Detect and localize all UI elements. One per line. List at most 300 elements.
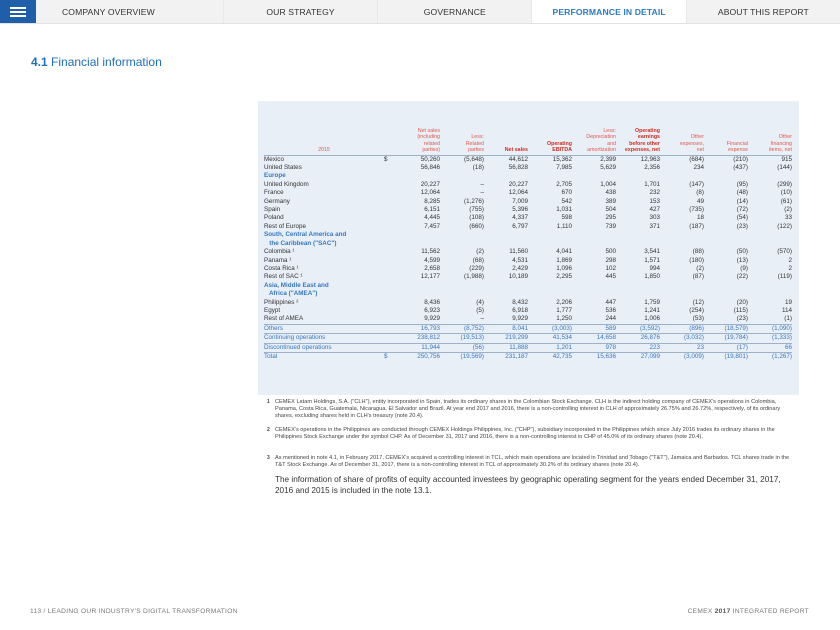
currency-cell: [384, 343, 396, 352]
value-cell: 232: [649, 189, 660, 197]
value-cell: [660, 172, 704, 180]
footnote-number: 2: [267, 427, 270, 433]
value-cell: (48): [736, 189, 748, 197]
value-cell: (95): [736, 180, 748, 188]
value-cell: 298: [605, 256, 616, 264]
footer-report-text: INTEGRATED REPORT: [732, 608, 809, 615]
value-cell: [704, 172, 748, 180]
value-cell: 20,227: [420, 180, 440, 188]
value-cell: [704, 231, 748, 239]
value-cell: [484, 282, 528, 290]
currency-cell: [384, 273, 396, 281]
menu-icon[interactable]: [0, 0, 36, 23]
value-cell: [748, 290, 792, 298]
value-cell: 500: [605, 248, 616, 256]
value-cell: 6,797: [512, 222, 528, 230]
table-row: [264, 198, 792, 206]
value-cell: 44,612: [508, 155, 528, 163]
value-cell: [704, 282, 748, 290]
column-header: Financial expense: [704, 128, 748, 155]
row-label: Rest of AMEA: [264, 315, 304, 323]
value-cell: (56): [440, 343, 484, 352]
value-cell: (119): [777, 273, 792, 281]
value-cell: (17): [704, 343, 748, 352]
value-cell: 8,432: [512, 298, 528, 306]
value-cell: [440, 231, 484, 239]
value-cell: (3,592): [616, 324, 660, 333]
footnote-number: 1: [267, 399, 270, 405]
value-cell: (19,801): [704, 352, 748, 361]
row-label: Germany: [264, 197, 290, 205]
row-label: Rest of Europe: [264, 222, 307, 230]
currency-cell: [384, 206, 396, 214]
value-cell: 427: [649, 206, 660, 214]
value-cell: [484, 290, 528, 298]
value-cell: 234: [693, 164, 704, 172]
value-cell: [484, 231, 528, 239]
value-cell: 8,041: [484, 324, 528, 333]
value-cell: 542: [561, 197, 572, 205]
currency-cell: [384, 257, 396, 265]
financial-table: [264, 128, 792, 361]
value-cell: 7,985: [556, 164, 572, 172]
value-cell: 12,177: [420, 273, 440, 281]
value-cell: (5,648): [464, 155, 484, 163]
table-row: [264, 206, 792, 214]
value-cell: 12,963: [640, 155, 660, 163]
value-cell: (22): [736, 273, 748, 281]
value-cell: (14): [736, 197, 748, 205]
value-cell: 1,571: [644, 256, 660, 264]
table-row: [264, 299, 792, 307]
row-label: Continuing operations: [264, 334, 384, 343]
value-cell: 994: [649, 264, 660, 272]
footer-report-label: [688, 608, 809, 615]
group-heading-row: [264, 282, 792, 290]
value-cell: 8,436: [424, 298, 440, 306]
value-cell: (122): [777, 222, 792, 230]
value-cell: (144): [777, 164, 792, 172]
tab-our-strategy[interactable]: OUR STRATEGY: [223, 0, 377, 23]
currency-cell: [384, 189, 396, 197]
value-cell: 153: [649, 197, 660, 205]
column-header: Net sales: [484, 128, 528, 155]
value-cell: (229): [469, 264, 484, 272]
value-cell: 50,260: [420, 155, 440, 163]
table-row: [264, 189, 792, 197]
value-cell: [660, 282, 704, 290]
value-cell: [528, 231, 572, 239]
value-cell: 536: [605, 306, 616, 314]
value-cell: [748, 240, 792, 248]
currency-cell: $: [384, 155, 388, 163]
value-cell: [528, 290, 572, 298]
value-cell: (896): [660, 324, 704, 333]
value-cell: (1): [784, 315, 792, 323]
row-label: Philippines ²: [264, 298, 299, 306]
value-cell: [572, 172, 616, 180]
value-cell: 303: [649, 214, 660, 222]
value-cell: 7,457: [424, 222, 440, 230]
value-cell: 1,031: [556, 206, 572, 214]
value-cell: 66: [748, 343, 792, 352]
section-number: 4.1: [31, 55, 48, 69]
value-cell: 2: [788, 264, 792, 272]
tab-company-overview[interactable]: COMPANY OVERVIEW: [62, 6, 155, 17]
row-label: Discontinued operations: [264, 343, 384, 352]
group-heading-row: [264, 240, 792, 248]
value-cell: 438: [605, 189, 616, 197]
value-cell: (254): [689, 306, 704, 314]
currency-cell: [384, 164, 396, 172]
equity-note: The information of share of profits of equity accounted investees by geographic operating segment for the years ended December 31, 2017, 2016 and 2015 is included in the note 13.1.: [275, 475, 781, 495]
value-cell: (3,032): [660, 334, 704, 343]
table-row: [264, 181, 792, 189]
value-cell: [616, 290, 660, 298]
value-cell: [440, 282, 484, 290]
value-cell: [572, 282, 616, 290]
value-cell: –: [480, 189, 484, 197]
table-header-row: [264, 128, 792, 155]
row-label: Panama ¹: [264, 256, 292, 264]
value-cell: [616, 172, 660, 180]
tab-governance[interactable]: GOVERNANCE: [377, 0, 531, 23]
value-cell: 102: [605, 264, 616, 272]
value-cell: [440, 172, 484, 180]
value-cell: (570): [777, 248, 792, 256]
value-cell: (87): [692, 273, 704, 281]
column-header: Operating EBITDA: [528, 128, 572, 155]
value-cell: 2,399: [600, 155, 616, 163]
value-cell: [616, 282, 660, 290]
value-cell: (18,579): [704, 324, 748, 333]
currency-cell: [384, 282, 396, 290]
value-cell: (1,267): [748, 352, 792, 361]
value-cell: 223: [616, 343, 660, 352]
value-cell: [616, 231, 660, 239]
value-cell: (1,988): [464, 273, 484, 281]
value-cell: 10,189: [508, 273, 528, 281]
currency-cell: [384, 248, 396, 256]
value-cell: 9,929: [512, 315, 528, 323]
value-cell: (10): [780, 189, 792, 197]
value-cell: (735): [689, 206, 704, 214]
value-cell: (12): [692, 298, 704, 306]
value-cell: [440, 290, 484, 298]
row-label: the Caribbean ("SAC"): [264, 239, 337, 247]
currency-cell: [384, 240, 396, 248]
value-cell: (61): [780, 197, 792, 205]
value-cell: (437): [733, 164, 748, 172]
value-cell: (72): [736, 206, 748, 214]
currency-cell: [384, 198, 396, 206]
value-cell: 250,756: [396, 352, 440, 361]
row-label: Spain: [264, 206, 281, 214]
value-cell: 9,929: [424, 315, 440, 323]
value-cell: [572, 290, 616, 298]
row-label: Africa ("AMEA"): [264, 290, 318, 298]
value-cell: 978: [572, 343, 616, 352]
value-cell: 11,562: [421, 248, 440, 256]
value-cell: 231,187: [484, 352, 528, 361]
value-cell: 26,876: [616, 334, 660, 343]
value-cell: (8,752): [440, 324, 484, 333]
value-cell: 114: [781, 306, 792, 314]
value-cell: (210): [733, 155, 748, 163]
value-cell: [748, 231, 792, 239]
value-cell: (23): [736, 222, 748, 230]
value-cell: 1,759: [644, 298, 660, 306]
value-cell: (115): [733, 306, 748, 314]
value-cell: 12,064: [420, 189, 440, 197]
value-cell: (684): [689, 155, 704, 163]
currency-cell: $: [384, 352, 396, 361]
value-cell: [528, 282, 572, 290]
value-cell: 2,206: [556, 298, 572, 306]
value-cell: (53): [692, 315, 704, 323]
value-cell: 19: [784, 298, 792, 306]
value-cell: [484, 240, 528, 248]
value-cell: [660, 231, 704, 239]
value-cell: 2,658: [424, 264, 440, 272]
value-cell: [704, 240, 748, 248]
footnote-2: [267, 427, 795, 441]
footnote-3: [267, 455, 795, 469]
value-cell: 915: [781, 155, 792, 163]
value-cell: –: [480, 315, 484, 323]
value-cell: (187): [689, 222, 704, 230]
footer-page-label: 113 / LEADING OUR INDUSTRY'S DIGITAL TRANSFORMATION: [30, 608, 238, 615]
value-cell: 15,636: [572, 352, 616, 361]
value-cell: (18): [472, 164, 484, 172]
value-cell: 2,705: [556, 180, 572, 188]
value-cell: 41,534: [528, 334, 572, 343]
footer-year: 2017: [714, 608, 731, 615]
value-cell: [572, 231, 616, 239]
value-cell: 447: [605, 298, 616, 306]
value-cell: [396, 172, 440, 180]
value-cell: 1,241: [644, 306, 660, 314]
value-cell: (180): [689, 256, 704, 264]
value-cell: 670: [561, 189, 572, 197]
value-cell: (108): [469, 214, 484, 222]
row-label: Europe: [264, 172, 286, 180]
currency-cell: [384, 214, 396, 222]
value-cell: 2,356: [644, 164, 660, 172]
value-cell: [660, 290, 704, 298]
value-cell: [528, 172, 572, 180]
column-header: Net sales (including related parties): [396, 128, 440, 155]
value-cell: (1,276): [464, 197, 484, 205]
table-row: [264, 164, 792, 172]
footnote-text: CEMEX's operations in the Philippines are conducted through CEMEX Holdings Philippines, Inc. ("CHP"), subsidiary incorporated in the Philippines which since July 2016 trades its ordinary shares in the Philippines Stock Exchange under the symbol CHP. As of December 31, 2017 and 2016, there is a non-controlling interest in CHP of 45.0% of its ordinary shares (note 20.4).: [275, 427, 775, 440]
currency-cell: [384, 334, 396, 343]
value-cell: 8,285: [424, 197, 440, 205]
value-cell: [396, 240, 440, 248]
value-cell: 238,812: [396, 334, 440, 343]
value-cell: 389: [605, 197, 616, 205]
row-label: Costa Rica ¹: [264, 264, 299, 272]
value-cell: 1,250: [556, 315, 572, 323]
row-label: Mexico: [264, 155, 284, 163]
value-cell: 4,531: [512, 256, 528, 264]
value-cell: 589: [572, 324, 616, 333]
value-cell: 295: [605, 214, 616, 222]
column-header: Less: Depreciation and amortization: [572, 128, 616, 155]
value-cell: 371: [649, 222, 660, 230]
value-cell: 6,923: [424, 306, 440, 314]
value-cell: [396, 282, 440, 290]
value-cell: (1,090): [748, 324, 792, 333]
footer-brand: CEMEX: [687, 608, 713, 615]
table-row: [264, 257, 792, 265]
table-row: [264, 334, 792, 343]
total-row: [264, 352, 792, 361]
value-cell: 14,658: [572, 334, 616, 343]
value-cell: (2): [696, 264, 704, 272]
value-cell: 4,599: [424, 256, 440, 264]
value-cell: 4,041: [556, 248, 572, 256]
value-cell: 739: [605, 222, 616, 230]
value-cell: 11,888: [484, 343, 528, 352]
currency-cell: [384, 172, 396, 180]
value-cell: 1,869: [556, 256, 572, 264]
value-cell: (3,003): [528, 324, 572, 333]
value-cell: 1,096: [556, 264, 572, 272]
currency-cell: [384, 290, 396, 298]
value-cell: [396, 231, 440, 239]
value-cell: 5,629: [600, 164, 616, 172]
group-heading-row: [264, 172, 792, 180]
top-navigation: [0, 0, 840, 24]
value-cell: [748, 172, 792, 180]
row-label: Colombia ¹: [264, 248, 295, 256]
value-cell: 42,735: [528, 352, 572, 361]
value-cell: (660): [469, 222, 484, 230]
table-row: [264, 223, 792, 231]
table-row: [264, 155, 792, 164]
value-cell: (19,784): [704, 334, 748, 343]
value-cell: 244: [605, 315, 616, 323]
table-row: [264, 214, 792, 222]
row-label: United Kingdom: [264, 180, 309, 188]
row-label: Total: [264, 352, 384, 361]
value-cell: (2): [784, 206, 792, 214]
value-cell: (50): [736, 248, 748, 256]
value-cell: 27,099: [616, 352, 660, 361]
value-cell: (13): [736, 256, 748, 264]
value-cell: (9): [740, 264, 748, 272]
value-cell: (1,333): [748, 334, 792, 343]
value-cell: 1,110: [556, 222, 572, 230]
value-cell: 4,445: [424, 214, 440, 222]
tab-performance-in-detail[interactable]: PERFORMANCE IN DETAIL: [531, 0, 685, 23]
value-cell: (23): [736, 315, 748, 323]
value-cell: [660, 240, 704, 248]
value-cell: 15,362: [552, 155, 572, 163]
value-cell: 445: [605, 273, 616, 281]
footnote-number: 3: [267, 455, 270, 461]
column-header: Other financing items, net: [748, 128, 792, 155]
value-cell: [748, 282, 792, 290]
value-cell: 11,944: [396, 343, 440, 352]
value-cell: 6,918: [512, 306, 528, 314]
year-header: 2015: [264, 128, 384, 155]
row-label: Asia, Middle East and: [264, 281, 329, 289]
value-cell: 2,429: [512, 264, 528, 272]
value-cell: 5,396: [512, 206, 528, 214]
value-cell: (5): [476, 306, 484, 314]
value-cell: [616, 240, 660, 248]
value-cell: (8): [696, 189, 704, 197]
value-cell: 49: [696, 197, 704, 205]
value-cell: (4): [476, 298, 484, 306]
row-label: France: [264, 189, 284, 197]
row-label: Others: [264, 324, 384, 333]
value-cell: 6,151: [424, 206, 440, 214]
value-cell: (3,009): [660, 352, 704, 361]
value-cell: 18: [696, 214, 704, 222]
value-cell: 11,560: [509, 248, 528, 256]
value-cell: 7,009: [512, 197, 528, 205]
value-cell: 2,295: [556, 273, 572, 281]
section-title: [31, 55, 162, 69]
value-cell: 598: [561, 214, 572, 222]
value-cell: 56,828: [508, 164, 528, 172]
table-row: [264, 273, 792, 281]
value-cell: [440, 240, 484, 248]
value-cell: [704, 290, 748, 298]
value-cell: [396, 290, 440, 298]
row-label: Egypt: [264, 306, 281, 314]
value-cell: 3,541: [644, 248, 660, 256]
value-cell: 1,006: [644, 315, 660, 323]
table-row: [264, 307, 792, 315]
tab-about-this-report[interactable]: ABOUT THIS REPORT: [686, 0, 840, 23]
value-cell: (755): [469, 206, 484, 214]
value-cell: [572, 240, 616, 248]
currency-header: [384, 128, 396, 155]
row-label: United States: [264, 164, 302, 172]
section-title-text: Financial information: [51, 55, 162, 69]
value-cell: (20): [736, 298, 748, 306]
value-cell: 1,701: [644, 180, 660, 188]
value-cell: 4,337: [512, 214, 528, 222]
table-row: [264, 265, 792, 273]
value-cell: (299): [777, 180, 792, 188]
footnote-1: [267, 399, 795, 420]
value-cell: (68): [472, 256, 484, 264]
currency-cell: [384, 223, 396, 231]
value-cell: (19,513): [440, 334, 484, 343]
currency-cell: [384, 231, 396, 239]
value-cell: 12,064: [508, 189, 528, 197]
table-row: [264, 324, 792, 333]
value-cell: 2: [788, 256, 792, 264]
column-header: Less: Related parties: [440, 128, 484, 155]
footnote-text: CEMEX Latam Holdings, S.A. ("CLH"), entity incorporated in Spain, trades its ordinary shares in the Colombian Stock Exchange. CLH is the indirect holding company of CEMEX's operations in Colombia, Panama, Costa Rica, Guatemala, Nicaragua, El Salvador and Brazil. At year end 2017 and 2016, there is a non-controlling interest in CLH of approximately 26.75% and 26.72%, respectively, of its ordinary shares, excluding shares held in CLH's treasury (note 20.4).: [275, 399, 781, 419]
value-cell: 20,227: [508, 180, 528, 188]
value-cell: 16,793: [396, 324, 440, 333]
group-heading-row: [264, 290, 792, 298]
table-row: [264, 315, 792, 324]
row-label: Rest of SAC ¹: [264, 273, 303, 281]
value-cell: –: [480, 180, 484, 188]
currency-cell: [384, 324, 396, 333]
row-label: Poland: [264, 214, 284, 222]
value-cell: 56,846: [420, 164, 440, 172]
value-cell: 1,777: [556, 306, 572, 314]
